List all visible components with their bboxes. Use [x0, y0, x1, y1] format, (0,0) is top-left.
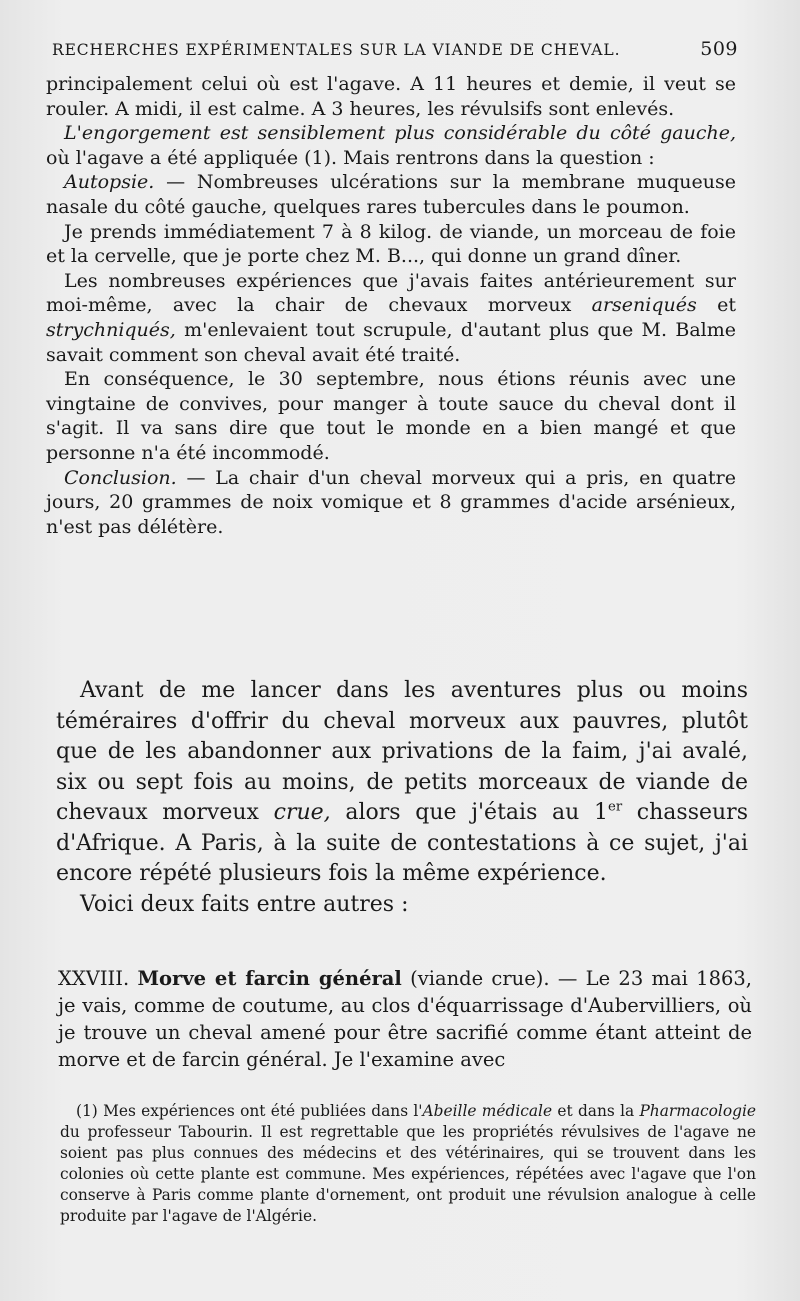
paragraph-8 [56, 676, 748, 890]
paragraph-5-c: m'enlevaient tout scrupule, d'autant plus que M. Balme savait comment son cheval avait été traité. [46, 318, 736, 366]
footnote-italic-1: Abeille médicale [422, 1102, 553, 1120]
paragraph-8-a: Avant de me lancer dans les aventures plus ou moins téméraires d'offrir du cheval morveux aux pauvres, plutôt que de les abandonner aux privations de la faim, j'ai avalé, six ou sept fois au moins, de petits morceaux de viande de chevaux morveux [56, 678, 748, 825]
case-title: Morve et farcin général [137, 967, 402, 990]
body-text-large [56, 676, 748, 920]
case-number: XXVIII. [58, 967, 130, 990]
footnote-1 [60, 1101, 756, 1227]
paragraph-conclusion [46, 466, 736, 540]
running-header [52, 38, 738, 60]
paragraph-5-b: et [696, 294, 736, 317]
paragraph-2-text: où l'agave a été appliquée (1). Mais rentrons dans la question : [46, 146, 655, 169]
footnote-c: du professeur Tabourin. Il est regrettable que les propriétés révulsives de l'agave ne soient pas plus connues des médecins et des vétérinaires, qui se trouvent dans les colonies où cette plante est commune. Mes expériences, répétées avec l'agave que l'on conserve à Paris comme plante d'ornement, ont produit une révulsion analogue à celle produite par l'agave de l'Algérie. [60, 1123, 756, 1225]
paragraph-5-italic-2: strychniqués, [46, 318, 176, 341]
paragraph-autopsie [46, 170, 736, 219]
body-text-upper [46, 72, 736, 539]
paragraph-6: En conséquence, le 30 septembre, nous étions réunis avec une vingtaine de convives, pour manger à toute sauce du cheval dont il s'agit. Il va sans dire que tout le monde en a bien mangé et que personne n'a été incommodé. [46, 368, 736, 464]
paragraph-5 [46, 269, 736, 367]
paragraph-2-italic: L'engorgement est sensiblement plus considérable du côté gauche, [64, 122, 736, 145]
paragraph-8-b: alors que j'étais au 1 [330, 800, 609, 825]
footnote-a: (1) Mes expériences ont été publiées dans l' [76, 1102, 423, 1120]
paragraph-8-c: chasseurs d'Afrique. A Paris, à la suite de contestations à ce sujet, j'ai encore répété plusieurs fois la même expérience. [56, 800, 748, 886]
footnote-b: et dans la [552, 1102, 640, 1120]
conclusion-label: Conclusion. [64, 466, 177, 489]
case-paragraph [58, 965, 752, 1073]
conclusion-text: — La chair d'un cheval morveux qui a pris, en quatre jours, 20 grammes de noix vomique et 8 grammes d'acide arsénieux, n'est pas délétère. [46, 466, 736, 538]
paragraph-2 [46, 121, 736, 170]
footnote-italic-2: Pharmacologie [639, 1102, 756, 1120]
paragraph-8-sup: er [608, 799, 623, 815]
case-report [58, 965, 752, 1073]
paragraph-9: Voici deux faits entre autres : [80, 891, 409, 917]
autopsie-text: — Nombreuses ulcérations sur la membrane muqueuse nasale du côté gauche, quelques rares tubercules dans le poumon. [46, 171, 736, 218]
footnote [60, 1101, 756, 1227]
paragraph-5-italic-1: arseniqués [591, 294, 697, 317]
case-paren: (viande crue). [401, 967, 550, 990]
autopsie-label: Autopsie. [64, 171, 155, 194]
paragraph-5-a: Les nombreuses expériences que j'avais faites antérieurement sur moi-même, avec la chair de chevaux morveux [46, 269, 736, 317]
paragraph-8-italic: crue, [273, 800, 331, 825]
paragraph-1: principalement celui où est l'agave. A 11 heures et demie, il veut se rouler. A midi, il est calme. A 3 heures, les révulsifs sont enlevés. [46, 73, 736, 120]
page-number: 509 [700, 38, 738, 60]
paragraph-4: Je prends immédiatement 7 à 8 kilog. de viande, un morceau de foie et la cervelle, que je porte chez M. B..., qui donne un grand dîner. [46, 220, 736, 268]
running-title: RECHERCHES EXPÉRIMENTALES SUR LA VIANDE DE CHEVAL. [52, 41, 621, 59]
case-text: — Le 23 mai 1863, je vais, comme de coutume, au clos d'équarrissage d'Aubervilliers, où je trouve un cheval amené pour être sacrifié comme étant atteint de morve et de farcin général. Je l'examine avec [58, 967, 752, 1071]
